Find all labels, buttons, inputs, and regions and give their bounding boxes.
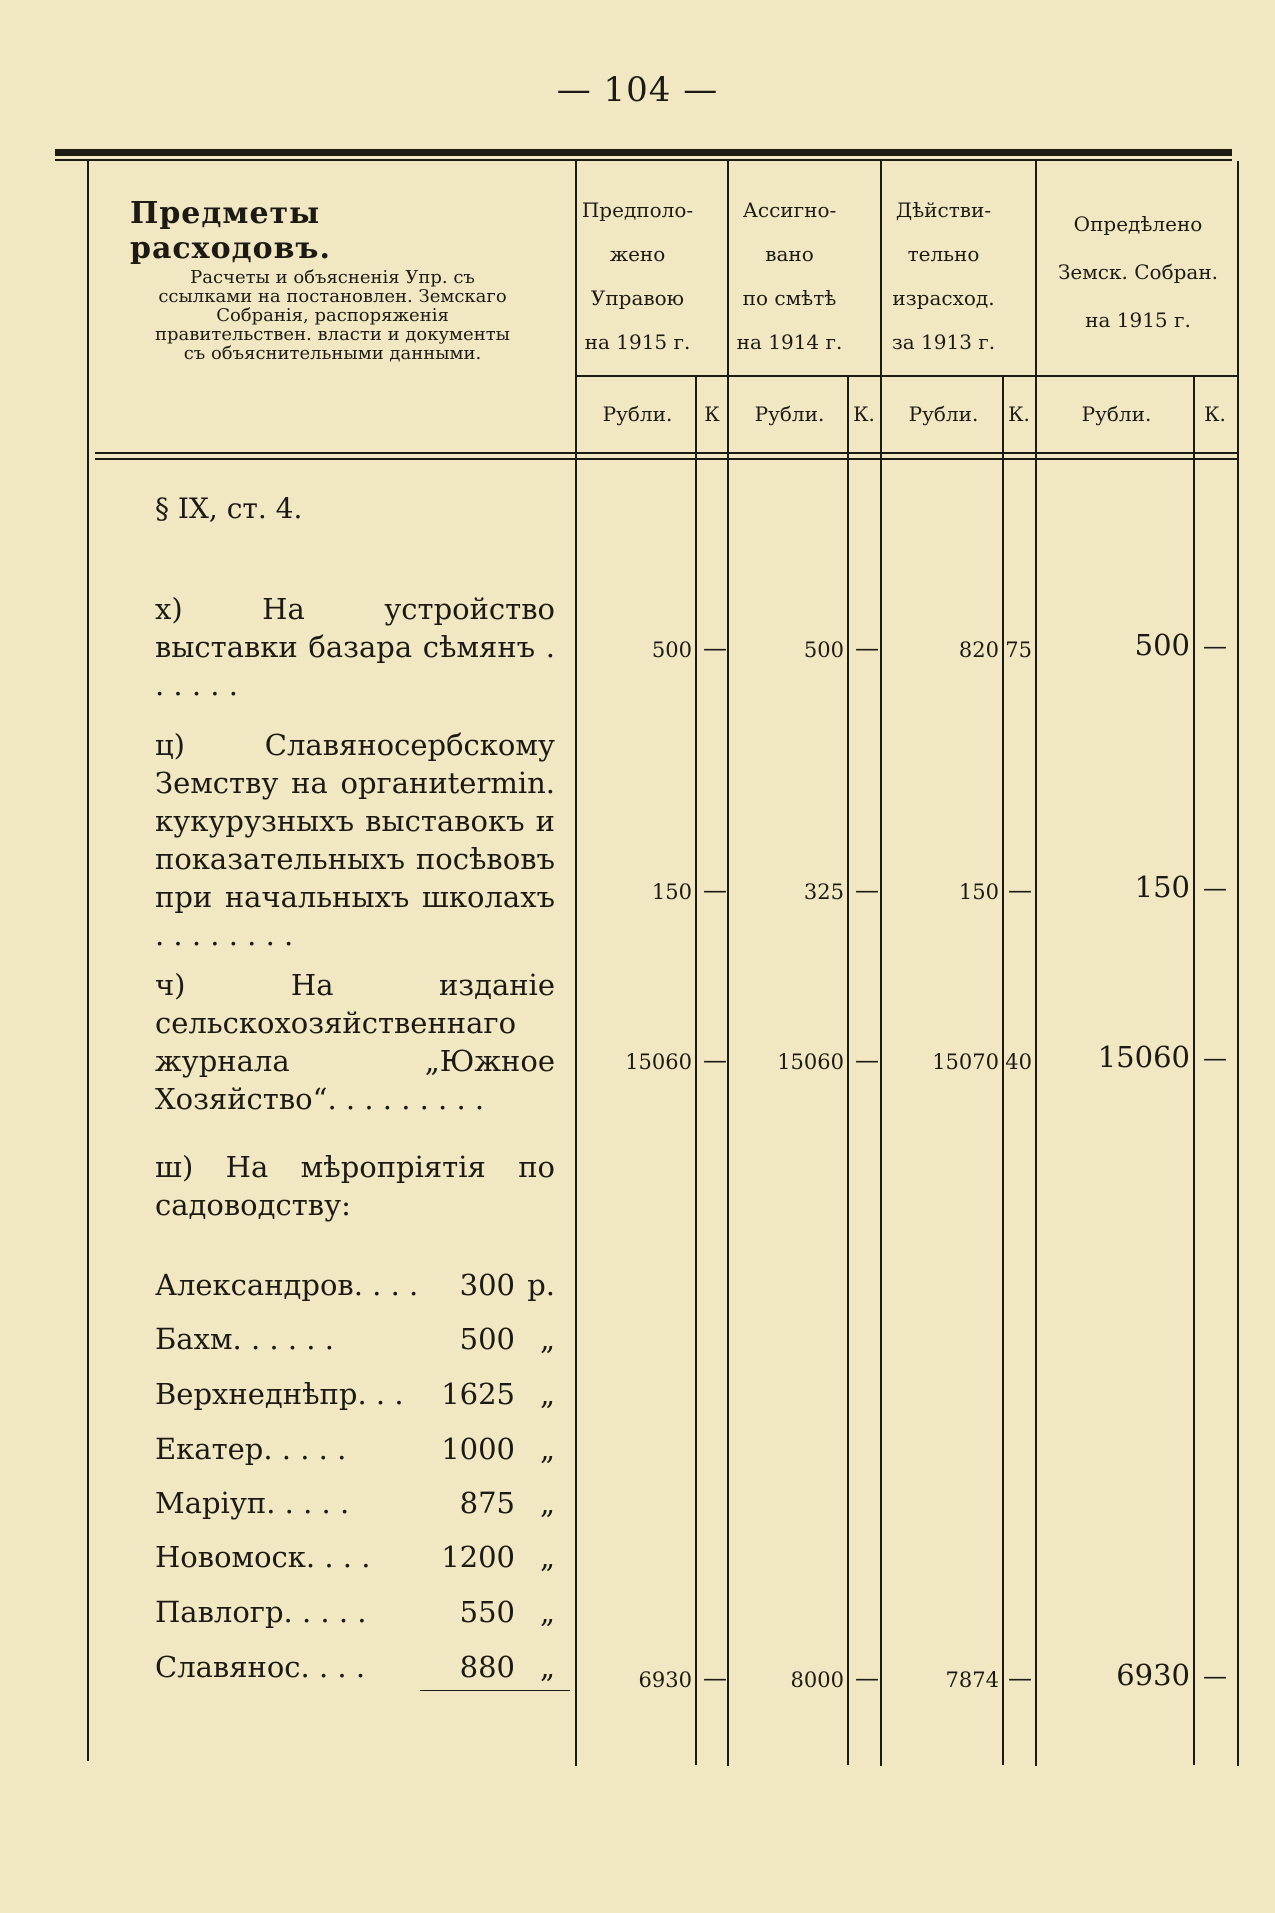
item-x-spent-kop: 75	[1005, 638, 1032, 662]
top-rule-thin	[55, 159, 1232, 161]
header-bottom	[95, 452, 1237, 454]
table-border-left	[87, 161, 89, 1761]
col-header-approved: Опредѣлено Земск. Собран. на 1915 г.	[1057, 212, 1219, 332]
item-sh-text: ш) На мѣропріятія по садоводству:	[155, 1150, 555, 1222]
item-ts-spent: 150	[958, 880, 999, 904]
kop-divider-1	[695, 375, 697, 1765]
unit-rub-1: Рубли.	[602, 402, 673, 426]
item-ch-approved: 15060	[1097, 1040, 1190, 1074]
item-x-assigned: 500	[803, 638, 844, 662]
total-planned-kop: —	[703, 1664, 727, 1692]
section-heading: § IX, ст. 4.	[155, 492, 303, 525]
item-ch-spent: 15070	[932, 1050, 999, 1074]
unit-rub-4: Рубли.	[1081, 402, 1152, 426]
item-ch-assigned-kop: —	[855, 1046, 879, 1074]
total-planned: 6930	[638, 1668, 692, 1692]
col-header-planned: Предполо- жено Управою на 1915 г.	[581, 198, 694, 354]
item-x-spent: 820	[958, 638, 999, 662]
unit-kop-1: К	[704, 402, 720, 426]
col-header-spent: Дѣйстви- тельно израсход. за 1913 г.	[891, 198, 996, 354]
table-border-right	[1237, 161, 1239, 1766]
top-rule	[55, 149, 1232, 156]
unit-kop-2: К.	[853, 402, 875, 426]
unit-kop-3: К.	[1008, 402, 1030, 426]
item-ch-assigned: 15060	[777, 1050, 844, 1074]
subitem-row: Верхнеднѣпр. . . 1625 „	[155, 1377, 555, 1411]
item-ts-planned: 150	[651, 880, 692, 904]
item-ts-approved-kop: —	[1203, 874, 1227, 902]
page-number: — 104 —	[556, 70, 719, 110]
item-ts-text: ц) Славяносербскому Земству на органиtermin. кукурузныхъ выставокъ и показательныхъ посѣвовъ при начальныхъ школахъ . . . . . . . .	[155, 728, 555, 952]
header-title: Предметы расходовъ.	[130, 196, 331, 266]
item-x-planned: 500	[651, 638, 692, 662]
total-assigned: 8000	[790, 1668, 844, 1692]
item-x-approved-kop: —	[1203, 632, 1227, 660]
col-divider-4	[1035, 161, 1037, 1766]
subitem-row: Павлогр. . . . . 550 „	[155, 1595, 555, 1629]
total-spent: 7874	[945, 1668, 999, 1692]
subitem-row: Новомоск. . . . 1200 „	[155, 1540, 555, 1574]
item-ts-planned-kop: —	[703, 876, 727, 904]
item-ts-approved: 150	[1134, 870, 1190, 904]
total-assigned-kop: —	[855, 1664, 879, 1692]
item-x-approved: 500	[1134, 628, 1190, 662]
total-approved-kop: —	[1203, 1662, 1227, 1690]
subitem-row: Маріуп. . . . . 875 „	[155, 1486, 555, 1520]
unit-rub-2: Рубли.	[754, 402, 825, 426]
kop-divider-4	[1193, 375, 1195, 1765]
item-ts-assigned-kop: —	[855, 876, 879, 904]
item-ch-planned: 15060	[625, 1050, 692, 1074]
col-divider-2	[727, 161, 729, 1766]
col-divider-3	[880, 161, 882, 1766]
item-x-planned-kop: —	[703, 634, 727, 662]
subitem-row: Бахм. . . . . . 500 „	[155, 1322, 555, 1356]
subitem-row: Александров. . . . 300 р.	[155, 1268, 555, 1302]
header-bottom-2	[95, 458, 1237, 460]
col-divider-1	[575, 161, 577, 1766]
total-approved: 6930	[1116, 1658, 1190, 1692]
subtotal-rule	[420, 1690, 570, 1691]
item-ch-text: ч) На изданіе сельскохозяйственнаго журнала „Южное Хозяйство“. . . . . . . . .	[155, 968, 555, 1116]
col-header-assigned: Ассигно- вано по смѣтѣ на 1914 г.	[736, 198, 843, 354]
item-ts-assigned: 325	[803, 880, 844, 904]
unit-rub-3: Рубли.	[908, 402, 979, 426]
header-subtitle: Расчеты и объясненія Упр. съ ссылками на постановлен. Земскаго Собранія, распоряженія правительствен. власти и документы съ объяснительными данными.	[155, 267, 510, 364]
item-ch-planned-kop: —	[703, 1046, 727, 1074]
unit-row-top	[577, 375, 1237, 377]
subitem-row: Славянос. . . . 880 „	[155, 1650, 555, 1684]
kop-divider-2	[847, 375, 849, 1765]
item-ch-approved-kop: —	[1203, 1044, 1227, 1072]
total-spent-kop: —	[1008, 1664, 1032, 1692]
subitem-row: Екатер. . . . . 1000 „	[155, 1432, 555, 1466]
item-x-text: х) На устройство выставки базара сѣмянъ . . . . . .	[155, 592, 555, 702]
unit-kop-4: К.	[1204, 402, 1226, 426]
item-x-assigned-kop: —	[855, 634, 879, 662]
item-ch-spent-kop: 40	[1005, 1050, 1032, 1074]
item-ts-spent-kop: —	[1008, 876, 1032, 904]
